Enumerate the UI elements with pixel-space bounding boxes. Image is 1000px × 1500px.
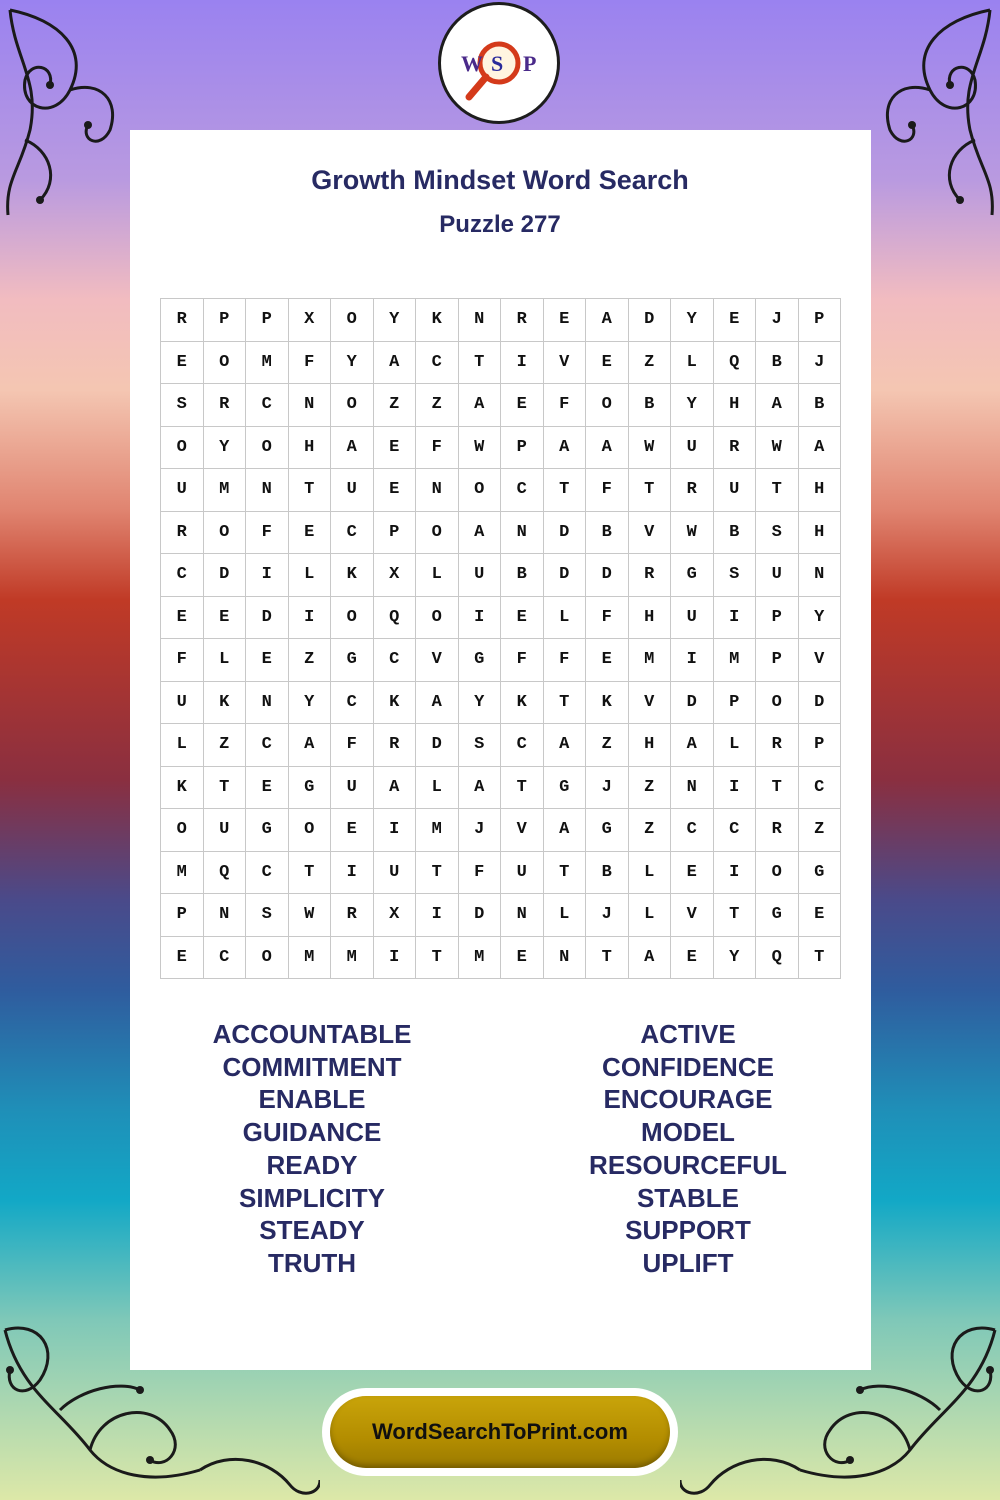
grid-cell[interactable]: Q [374,597,417,640]
grid-cell[interactable]: T [714,894,757,937]
grid-cell[interactable]: Z [629,767,672,810]
grid-cell[interactable]: P [501,427,544,470]
grid-cell[interactable]: N [671,767,714,810]
grid-cell[interactable]: F [586,597,629,640]
grid-cell[interactable]: T [459,342,502,385]
word-list-item: ENABLE [258,1084,366,1115]
grid-cell[interactable]: C [501,469,544,512]
word-list-item: COMMITMENT [222,1051,402,1082]
grid-cell[interactable]: M [416,809,459,852]
grid-cell[interactable]: Y [204,427,247,470]
grid-cell[interactable]: I [374,809,417,852]
grid-cell[interactable]: B [586,512,629,555]
grid-cell[interactable]: T [204,767,247,810]
logo-letter-s: S [491,51,504,76]
grid-cell[interactable]: A [586,427,629,470]
grid-cell[interactable]: O [331,384,374,427]
grid-cell[interactable]: C [671,809,714,852]
grid-cell[interactable]: G [671,554,714,597]
grid-cell[interactable]: D [544,554,587,597]
word-list-item: MODEL [641,1117,735,1148]
grid-cell[interactable]: G [756,894,799,937]
grid-cell[interactable]: R [501,299,544,342]
grid-cell[interactable]: A [544,427,587,470]
grid-cell[interactable]: O [204,512,247,555]
grid-cell[interactable]: O [246,427,289,470]
word-list-item: UPLIFT [642,1247,734,1278]
grid-cell[interactable]: D [416,724,459,767]
grid-cell[interactable]: T [544,469,587,512]
grid-cell[interactable]: O [289,809,332,852]
grid-cell[interactable]: T [544,852,587,895]
grid-cell[interactable]: E [161,937,204,980]
grid-cell[interactable]: Y [714,937,757,980]
grid-cell[interactable]: P [714,682,757,725]
grid-cell[interactable]: A [544,724,587,767]
grid-cell[interactable]: L [416,767,459,810]
grid-cell[interactable]: U [331,469,374,512]
grid-cell[interactable]: U [161,682,204,725]
grid-cell[interactable]: L [544,894,587,937]
grid-cell[interactable]: Y [799,597,842,640]
grid-cell[interactable]: V [544,342,587,385]
grid-cell[interactable]: M [246,342,289,385]
grid-cell[interactable]: R [331,894,374,937]
grid-cell[interactable]: N [799,554,842,597]
grid-cell[interactable]: Z [586,724,629,767]
grid-cell[interactable]: D [629,299,672,342]
grid-cell[interactable]: L [671,342,714,385]
grid-cell[interactable]: I [246,554,289,597]
word-list-item: SUPPORT [625,1215,751,1246]
grid-cell[interactable]: M [714,639,757,682]
grid-cell[interactable]: R [756,809,799,852]
grid-cell[interactable]: D [799,682,842,725]
grid-cell[interactable]: G [289,767,332,810]
grid-cell[interactable]: Q [756,937,799,980]
grid-cell[interactable]: I [416,894,459,937]
grid-cell[interactable]: M [204,469,247,512]
grid-cell[interactable]: D [671,682,714,725]
grid-cell[interactable]: L [629,852,672,895]
grid-cell[interactable]: T [756,767,799,810]
grid-cell[interactable]: R [756,724,799,767]
grid-cell[interactable]: L [289,554,332,597]
grid-cell[interactable]: B [501,554,544,597]
grid-cell[interactable]: O [416,597,459,640]
grid-cell[interactable]: F [544,384,587,427]
grid-cell[interactable]: F [289,342,332,385]
grid-cell[interactable]: C [331,512,374,555]
grid-cell[interactable]: J [586,767,629,810]
grid-cell[interactable]: P [246,299,289,342]
grid-cell[interactable]: K [331,554,374,597]
grid-cell[interactable]: G [586,809,629,852]
grid-cell[interactable]: F [501,639,544,682]
grid-cell[interactable]: L [161,724,204,767]
grid-cell[interactable]: A [799,427,842,470]
grid-cell[interactable]: Y [331,342,374,385]
grid-cell[interactable]: A [459,384,502,427]
grid-cell[interactable]: E [204,597,247,640]
grid-cell[interactable]: F [416,427,459,470]
grid-cell[interactable]: N [416,469,459,512]
grid-cell[interactable]: J [459,809,502,852]
grid-cell[interactable]: T [289,469,332,512]
grid-cell[interactable]: C [714,809,757,852]
grid-cell[interactable]: J [586,894,629,937]
grid-cell[interactable]: A [756,384,799,427]
grid-cell[interactable]: U [756,554,799,597]
grid-cell[interactable]: Z [374,384,417,427]
grid-cell[interactable]: Y [459,682,502,725]
grid-cell[interactable]: O [459,469,502,512]
grid-cell[interactable]: O [416,512,459,555]
grid-cell[interactable]: I [714,597,757,640]
grid-cell[interactable]: C [246,384,289,427]
grid-cell[interactable]: E [246,639,289,682]
grid-cell[interactable]: M [459,937,502,980]
grid-cell[interactable]: S [714,554,757,597]
grid-cell[interactable]: F [459,852,502,895]
grid-cell[interactable]: A [331,427,374,470]
grid-cell[interactable]: R [161,299,204,342]
grid-cell[interactable]: E [671,937,714,980]
grid-cell[interactable]: E [246,767,289,810]
word-list-left [162,1018,462,1280]
logo-letter-w: W [461,51,483,76]
grid-cell[interactable]: O [161,809,204,852]
grid-cell[interactable]: M [161,852,204,895]
grid-cell[interactable]: A [289,724,332,767]
grid-cell[interactable]: B [714,512,757,555]
grid-cell[interactable]: A [544,809,587,852]
grid-cell[interactable]: U [161,469,204,512]
grid-cell[interactable]: H [629,597,672,640]
grid-cell[interactable]: S [756,512,799,555]
grid-cell[interactable]: I [501,342,544,385]
grid-cell[interactable]: Q [204,852,247,895]
grid-cell[interactable]: W [289,894,332,937]
grid-cell[interactable]: C [246,852,289,895]
grid-cell[interactable]: R [629,554,672,597]
grid-cell[interactable]: T [799,937,842,980]
grid-cell[interactable]: C [246,724,289,767]
grid-cell[interactable]: R [671,469,714,512]
grid-cell[interactable]: S [459,724,502,767]
grid-cell[interactable]: Z [204,724,247,767]
grid-cell[interactable]: E [544,299,587,342]
grid-cell[interactable]: K [416,299,459,342]
grid-cell[interactable]: V [629,512,672,555]
grid-cell[interactable]: C [204,937,247,980]
grid-cell[interactable]: I [459,597,502,640]
grid-cell[interactable]: U [374,852,417,895]
grid-cell[interactable]: M [289,937,332,980]
grid-cell[interactable]: E [501,597,544,640]
grid-cell[interactable]: B [629,384,672,427]
grid-cell[interactable]: R [204,384,247,427]
grid-cell[interactable]: U [501,852,544,895]
grid-cell[interactable]: Y [671,384,714,427]
grid-cell[interactable]: N [501,894,544,937]
grid-cell[interactable]: I [714,767,757,810]
wsp-logo [438,2,560,124]
grid-cell[interactable]: F [161,639,204,682]
grid-cell[interactable]: N [501,512,544,555]
grid-cell[interactable]: P [799,724,842,767]
grid-cell[interactable]: L [416,554,459,597]
grid-cell[interactable]: E [799,894,842,937]
grid-cell[interactable]: G [246,809,289,852]
word-list-item: ACTIVE [640,1019,736,1049]
grid-cell[interactable]: I [289,597,332,640]
grid-cell[interactable]: W [629,427,672,470]
grid-cell[interactable]: V [629,682,672,725]
word-list-item: READY [266,1149,358,1180]
grid-cell[interactable]: T [501,767,544,810]
grid-cell[interactable]: H [289,427,332,470]
grid-cell[interactable]: V [799,639,842,682]
grid-cell[interactable]: O [586,384,629,427]
grid-cell[interactable]: C [374,639,417,682]
word-search-grid [160,298,841,979]
grid-cell[interactable]: O [756,852,799,895]
grid-cell[interactable]: A [671,724,714,767]
grid-cell[interactable]: D [204,554,247,597]
grid-cell[interactable]: F [586,469,629,512]
grid-cell[interactable]: E [501,384,544,427]
grid-cell[interactable]: R [374,724,417,767]
word-list-item: SIMPLICITY [239,1182,385,1213]
grid-cell[interactable]: H [799,469,842,512]
grid-cell[interactable]: B [756,342,799,385]
grid-cell[interactable]: P [756,597,799,640]
grid-cell[interactable]: N [204,894,247,937]
grid-cell[interactable]: R [714,427,757,470]
grid-cell[interactable]: T [416,852,459,895]
grid-cell[interactable]: P [161,894,204,937]
grid-cell[interactable]: N [544,937,587,980]
grid-cell[interactable]: A [459,767,502,810]
grid-cell[interactable]: G [331,639,374,682]
grid-cell[interactable]: X [374,894,417,937]
grid-cell[interactable]: I [374,937,417,980]
grid-cell[interactable]: L [629,894,672,937]
grid-cell[interactable]: W [671,512,714,555]
grid-cell[interactable]: T [586,937,629,980]
grid-cell[interactable]: O [161,427,204,470]
grid-cell[interactable]: X [289,299,332,342]
grid-cell[interactable]: D [246,597,289,640]
grid-cell[interactable]: C [416,342,459,385]
grid-cell[interactable]: P [204,299,247,342]
grid-cell[interactable]: G [459,639,502,682]
word-list-item: GUIDANCE [242,1117,382,1148]
grid-cell[interactable]: C [799,767,842,810]
grid-cell[interactable]: Z [416,384,459,427]
grid-cell[interactable]: N [459,299,502,342]
grid-cell[interactable]: E [671,852,714,895]
website-link-label: WordSearchToPrint.com [372,1419,628,1444]
grid-cell[interactable]: Y [671,299,714,342]
grid-cell[interactable]: I [671,639,714,682]
grid-cell[interactable]: E [586,639,629,682]
grid-cell[interactable]: F [246,512,289,555]
grid-cell[interactable]: P [799,299,842,342]
grid-cell[interactable]: G [799,852,842,895]
grid-cell[interactable]: U [671,597,714,640]
grid-cell[interactable]: L [714,724,757,767]
grid-cell[interactable]: F [544,639,587,682]
grid-cell[interactable]: V [501,809,544,852]
grid-cell[interactable]: U [204,809,247,852]
grid-cell[interactable]: Q [714,342,757,385]
magnifier-icon [441,5,557,121]
grid-cell[interactable]: X [374,554,417,597]
word-list-item: CONFIDENCE [602,1051,774,1082]
word-list-item: STEADY [259,1215,365,1246]
grid-cell[interactable]: A [459,512,502,555]
grid-cell[interactable]: T [629,469,672,512]
grid-cell[interactable]: A [416,682,459,725]
footer-badge [322,1388,678,1476]
grid-cell[interactable]: E [374,469,417,512]
grid-cell[interactable]: B [799,384,842,427]
grid-cell[interactable]: O [331,299,374,342]
grid-cell[interactable]: U [459,554,502,597]
grid-cell[interactable]: H [799,512,842,555]
grid-cell[interactable]: W [459,427,502,470]
grid-cell[interactable]: D [586,554,629,597]
grid-cell[interactable]: G [544,767,587,810]
grid-cell[interactable]: I [331,852,374,895]
grid-cell[interactable]: J [756,299,799,342]
word-list-item: ENCOURAGE [603,1084,773,1115]
grid-cell[interactable]: K [204,682,247,725]
grid-cell[interactable]: P [374,512,417,555]
grid-cell[interactable]: T [756,469,799,512]
grid-cell[interactable]: S [161,384,204,427]
grid-cell[interactable]: T [416,937,459,980]
grid-cell[interactable]: A [629,937,672,980]
grid-cell[interactable]: U [714,469,757,512]
grid-cell[interactable]: P [756,639,799,682]
grid-cell[interactable]: D [544,512,587,555]
puzzle-number: Puzzle 277 [439,211,561,238]
grid-cell[interactable]: L [204,639,247,682]
grid-cell[interactable]: F [331,724,374,767]
grid-cell[interactable]: E [289,512,332,555]
logo-letter-p: P [523,51,537,76]
grid-cell[interactable]: O [756,682,799,725]
grid-cell[interactable]: H [714,384,757,427]
grid-cell[interactable]: Z [799,809,842,852]
grid-cell[interactable]: Z [289,639,332,682]
grid-cell[interactable]: N [246,682,289,725]
grid-cell[interactable]: L [544,597,587,640]
grid-cell[interactable]: U [671,427,714,470]
grid-cell[interactable]: Z [629,809,672,852]
word-list-item: TRUTH [267,1247,357,1278]
grid-cell[interactable]: E [161,597,204,640]
grid-cell[interactable]: T [544,682,587,725]
grid-cell[interactable]: K [161,767,204,810]
grid-cell[interactable]: Y [374,299,417,342]
grid-cell[interactable]: T [289,852,332,895]
grid-cell[interactable]: V [416,639,459,682]
grid-cell[interactable]: D [459,894,502,937]
grid-cell[interactable]: K [586,682,629,725]
word-list-right [538,1018,838,1280]
grid-cell[interactable]: E [161,342,204,385]
grid-cell[interactable]: C [331,682,374,725]
page-title: Growth Mindset Word Search [311,165,689,195]
grid-cell[interactable]: S [246,894,289,937]
grid-cell[interactable]: A [374,342,417,385]
grid-cell[interactable]: M [629,639,672,682]
grid-cell[interactable]: E [331,809,374,852]
grid-cell[interactable]: C [161,554,204,597]
grid-cell[interactable]: K [501,682,544,725]
grid-cell[interactable]: R [161,512,204,555]
grid-cell[interactable]: V [671,894,714,937]
grid-cell[interactable]: N [289,384,332,427]
grid-cell[interactable]: J [799,342,842,385]
grid-cell[interactable]: I [714,852,757,895]
grid-cell[interactable]: E [501,937,544,980]
grid-cell[interactable]: C [501,724,544,767]
grid-cell[interactable]: B [586,852,629,895]
grid-cell[interactable]: O [246,937,289,980]
grid-cell[interactable]: Z [629,342,672,385]
grid-cell[interactable]: E [714,299,757,342]
grid-cell[interactable]: W [756,427,799,470]
grid-cell[interactable]: E [374,427,417,470]
grid-cell[interactable]: U [331,767,374,810]
word-list-item: STABLE [636,1182,740,1213]
word-list-item: RESOURCEFUL [589,1149,787,1180]
grid-cell[interactable]: O [331,597,374,640]
grid-cell[interactable]: O [204,342,247,385]
word-list-item: ACCOUNTABLE [212,1019,412,1049]
grid-cell[interactable]: K [374,682,417,725]
grid-cell[interactable]: E [586,342,629,385]
grid-cell[interactable]: M [331,937,374,980]
grid-cell[interactable]: H [629,724,672,767]
grid-cell[interactable]: Y [289,682,332,725]
website-link-button[interactable] [330,1396,670,1468]
grid-cell[interactable]: A [586,299,629,342]
grid-cell[interactable]: A [374,767,417,810]
grid-cell[interactable]: N [246,469,289,512]
